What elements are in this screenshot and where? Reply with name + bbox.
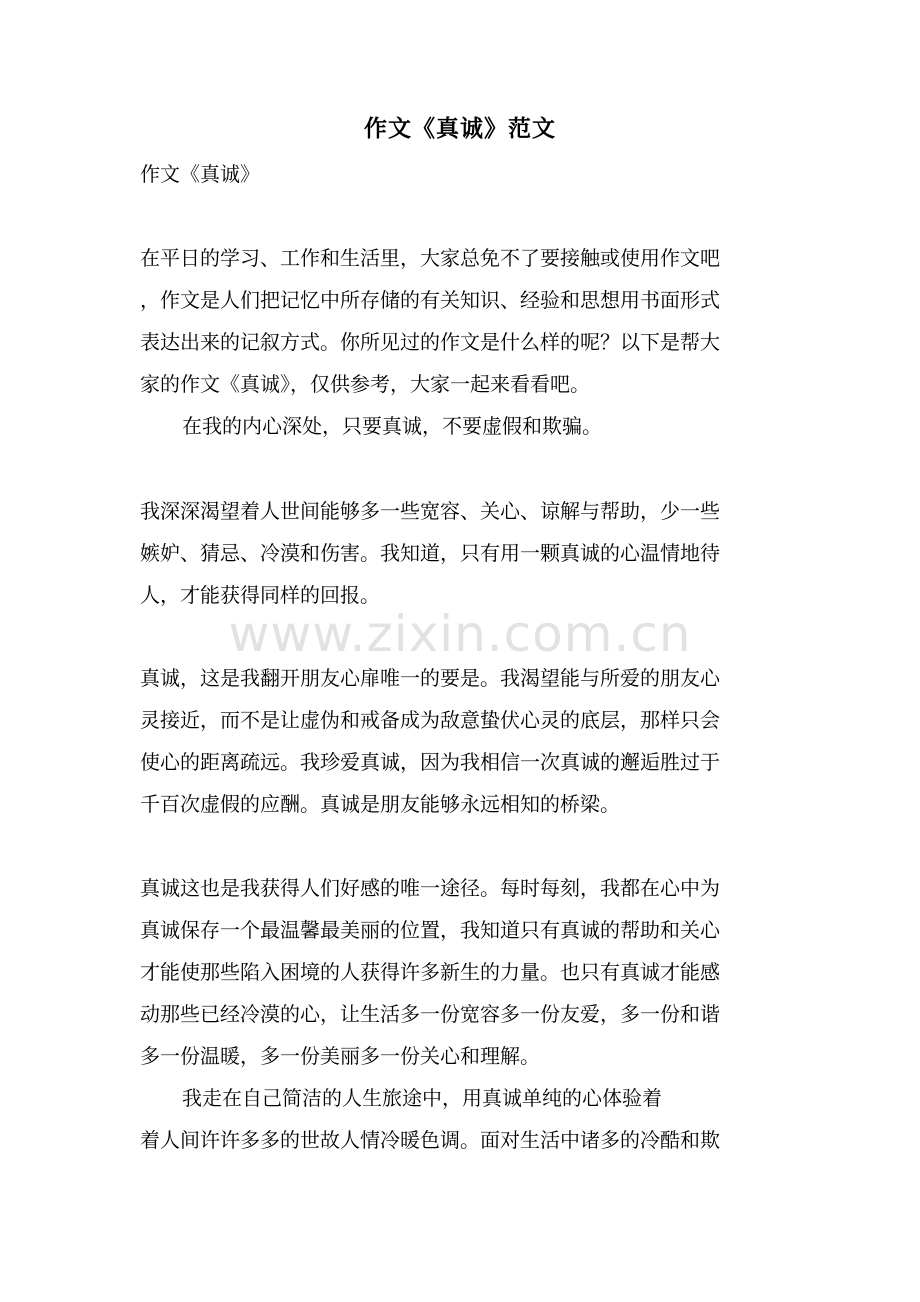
- text-line: 千百次虚假的应酬。真诚是朋友能够永远相知的桥梁。: [140, 792, 620, 816]
- text-line: 使心的距离疏远。我珍爱真诚，因为我相信一次真诚的邂逅胜过于: [140, 750, 720, 774]
- document-subtitle: 作文《真诚》: [140, 162, 260, 186]
- text-line: 我走在自己简洁的人生旅途中，用真诚单纯的心体验着: [182, 1086, 662, 1110]
- text-line: 真诚这也是我获得人们好感的唯一途径。每时每刻，我都在心中为: [140, 876, 720, 900]
- text-line: 在我的内心深处，只要真诚，不要虚假和欺骗。: [182, 414, 602, 438]
- text-line: 人，才能获得同样的回报。: [140, 583, 380, 607]
- text-line: 着人间许许多多的世故人情冷暖色调。面对生活中诸多的冷酷和欺: [140, 1128, 720, 1152]
- text-line: 在平日的学习、工作和生活里，大家总免不了要接触或使用作文吧: [140, 246, 720, 270]
- paragraph-goodwill: [140, 867, 780, 1077]
- paragraph-intro: [140, 237, 780, 405]
- paragraph-longing: [140, 490, 780, 616]
- text-line: 多一份温暖，多一份美丽多一份关心和理解。: [140, 1044, 540, 1068]
- document-title: 作文《真诚》范文: [364, 115, 556, 142]
- text-line: 真诚保存一个最温馨最美丽的位置，我知道只有真诚的帮助和关心: [140, 918, 720, 942]
- paragraph-sincerity: [140, 405, 780, 447]
- text-line: 灵接近，而不是让虚伪和戒备成为敌意蛰伏心灵的底层，那样只会: [140, 708, 720, 732]
- text-line: 我深深渴望着人世间能够多一些宽容、关心、谅解与帮助，少一些: [140, 499, 720, 523]
- text-line: 才能使那些陷入困境的人获得许多新生的力量。也只有真诚才能感: [140, 960, 720, 984]
- paragraph-friendship: [140, 657, 780, 825]
- watermark: www.zixin.com.cn: [228, 605, 692, 663]
- paragraph-journey: [140, 1077, 780, 1161]
- text-line: 嫉妒、猜忌、冷漠和伤害。我知道，只有用一颗真诚的心温情地待: [140, 541, 720, 565]
- text-line: ，作文是人们把记忆中所存储的有关知识、经验和思想用书面形式: [140, 288, 720, 312]
- text-line: 表达出来的记叙方式。你所见过的作文是什么样的呢？以下是帮大: [140, 330, 720, 354]
- text-line: 动那些已经冷漠的心，让生活多一份宽容多一份友爱，多一份和谐: [140, 1002, 720, 1026]
- text-line: 真诚，这是我翻开朋友心扉唯一的要是。我渴望能与所爱的朋友心: [140, 666, 720, 690]
- text-line: 家的作文《真诚》，仅供参考，大家一起来看看吧。: [140, 372, 590, 396]
